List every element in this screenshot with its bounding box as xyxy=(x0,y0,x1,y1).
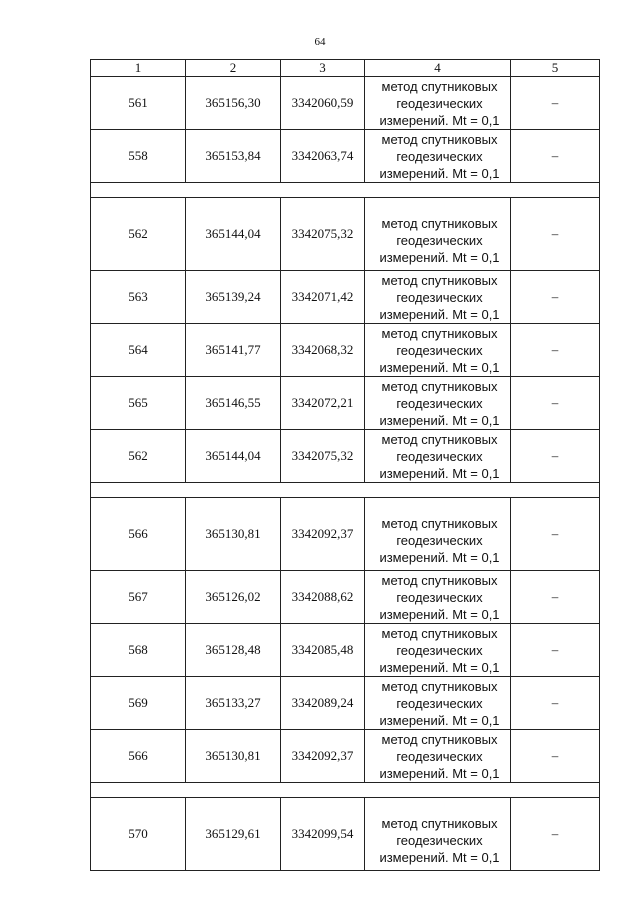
table-row xyxy=(91,624,600,677)
table-header-row xyxy=(91,60,600,77)
method-text-line: метод спутниковых xyxy=(381,78,498,94)
method-text-line: геодезических xyxy=(396,95,483,111)
separator-cell xyxy=(91,483,600,498)
method-text-line: метод спутниковых xyxy=(381,378,498,394)
method-cell xyxy=(365,624,511,677)
method-text-line: метод спутниковых xyxy=(381,516,498,531)
group-separator-row xyxy=(91,183,600,198)
method-cell xyxy=(365,798,511,871)
column-header: 5 xyxy=(511,60,600,77)
note-dash-cell: – xyxy=(511,677,600,730)
y-coordinate-cell: 3342075,32 xyxy=(281,198,365,271)
method-text-line: геодезических xyxy=(396,148,483,164)
method-text-line: измерений. Mt = 0,1 xyxy=(379,765,500,781)
y-coordinate-cell: 3342088,62 xyxy=(281,571,365,624)
point-id-cell: 562 xyxy=(91,430,186,483)
method-cell xyxy=(365,430,511,483)
method-text-line: геодезических xyxy=(396,695,483,711)
method-text-line: метод спутниковых xyxy=(381,272,498,288)
y-coordinate-cell: 3342068,32 xyxy=(281,324,365,377)
point-id-cell: 570 xyxy=(91,798,186,871)
method-text-line: измерений. Mt = 0,1 xyxy=(379,412,500,428)
note-dash-cell: – xyxy=(511,798,600,871)
table-row xyxy=(91,130,600,183)
method-text-line: измерений. Mt = 0,1 xyxy=(379,165,500,181)
method-cell xyxy=(365,77,511,130)
note-dash-cell: – xyxy=(511,730,600,783)
table-row xyxy=(91,498,600,571)
table-row xyxy=(91,430,600,483)
point-id-cell: 566 xyxy=(91,730,186,783)
method-text-line: геодезических xyxy=(396,589,483,605)
table-row xyxy=(91,198,600,271)
x-coordinate-cell: 365153,84 xyxy=(186,130,281,183)
y-coordinate-cell: 3342092,37 xyxy=(281,730,365,783)
y-coordinate-cell: 3342099,54 xyxy=(281,798,365,871)
method-text-line: геодезических xyxy=(396,342,483,358)
method-text-line: измерений. Mt = 0,1 xyxy=(379,112,500,128)
point-id-cell: 565 xyxy=(91,377,186,430)
group-separator-row xyxy=(91,783,600,798)
x-coordinate-cell: 365130,81 xyxy=(186,498,281,571)
point-id-cell: 558 xyxy=(91,130,186,183)
method-cell xyxy=(365,271,511,324)
x-coordinate-cell: 365130,81 xyxy=(186,730,281,783)
separator-cell xyxy=(91,783,600,798)
column-header: 3 xyxy=(281,60,365,77)
method-text-line: метод спутниковых xyxy=(381,216,498,231)
x-coordinate-cell: 365146,55 xyxy=(186,377,281,430)
method-text-line: измерений. Mt = 0,1 xyxy=(379,550,500,565)
coordinates-table xyxy=(90,59,600,871)
method-cell xyxy=(365,130,511,183)
method-text-line: измерений. Mt = 0,1 xyxy=(379,850,500,865)
x-coordinate-cell: 365141,77 xyxy=(186,324,281,377)
note-dash-cell: – xyxy=(511,198,600,271)
method-text-line: метод спутниковых xyxy=(381,678,498,694)
table-row xyxy=(91,324,600,377)
method-text-line: геодезических xyxy=(396,395,483,411)
method-text-line: геодезических xyxy=(396,642,483,658)
table-row xyxy=(91,730,600,783)
y-coordinate-cell: 3342085,48 xyxy=(281,624,365,677)
note-dash-cell: – xyxy=(511,498,600,571)
y-coordinate-cell: 3342075,32 xyxy=(281,430,365,483)
method-cell xyxy=(365,498,511,571)
note-dash-cell: – xyxy=(511,430,600,483)
x-coordinate-cell: 365139,24 xyxy=(186,271,281,324)
column-header: 1 xyxy=(91,60,186,77)
point-id-cell: 568 xyxy=(91,624,186,677)
x-coordinate-cell: 365128,48 xyxy=(186,624,281,677)
method-text-line: измерений. Mt = 0,1 xyxy=(379,659,500,675)
method-text-line: метод спутниковых xyxy=(381,625,498,641)
method-text-line: метод спутниковых xyxy=(381,731,498,747)
x-coordinate-cell: 365129,61 xyxy=(186,798,281,871)
note-dash-cell: – xyxy=(511,624,600,677)
method-cell xyxy=(365,677,511,730)
y-coordinate-cell: 3342060,59 xyxy=(281,77,365,130)
point-id-cell: 569 xyxy=(91,677,186,730)
point-id-cell: 564 xyxy=(91,324,186,377)
point-id-cell: 563 xyxy=(91,271,186,324)
group-separator-row xyxy=(91,483,600,498)
note-dash-cell: – xyxy=(511,377,600,430)
y-coordinate-cell: 3342071,42 xyxy=(281,271,365,324)
method-text-line: геодезических xyxy=(396,448,483,464)
method-text-line: метод спутниковых xyxy=(381,131,498,147)
note-dash-cell: – xyxy=(511,324,600,377)
point-id-cell: 562 xyxy=(91,198,186,271)
method-text-line: измерений. Mt = 0,1 xyxy=(379,465,500,481)
table-row xyxy=(91,798,600,871)
y-coordinate-cell: 3342092,37 xyxy=(281,498,365,571)
point-id-cell: 561 xyxy=(91,77,186,130)
point-id-cell: 566 xyxy=(91,498,186,571)
note-dash-cell: – xyxy=(511,271,600,324)
column-header: 4 xyxy=(365,60,511,77)
method-text-line: метод спутниковых xyxy=(381,572,498,588)
table-row xyxy=(91,377,600,430)
method-text-line: измерений. Mt = 0,1 xyxy=(379,606,500,622)
table-row xyxy=(91,77,600,130)
y-coordinate-cell: 3342072,21 xyxy=(281,377,365,430)
table-body xyxy=(91,77,600,871)
method-cell xyxy=(365,377,511,430)
method-text-line: измерений. Mt = 0,1 xyxy=(379,306,500,322)
method-text-line: метод спутниковых xyxy=(381,431,498,447)
y-coordinate-cell: 3342089,24 xyxy=(281,677,365,730)
note-dash-cell: – xyxy=(511,571,600,624)
method-cell xyxy=(365,324,511,377)
x-coordinate-cell: 365156,30 xyxy=(186,77,281,130)
method-text-line: геодезических xyxy=(396,833,483,848)
method-text-line: геодезических xyxy=(396,233,483,248)
page-number: 64 xyxy=(314,36,326,48)
y-coordinate-cell: 3342063,74 xyxy=(281,130,365,183)
column-header: 2 xyxy=(186,60,281,77)
point-id-cell: 567 xyxy=(91,571,186,624)
method-text-line: метод спутниковых xyxy=(381,325,498,341)
method-text-line: геодезических xyxy=(396,748,483,764)
method-text-line: измерений. Mt = 0,1 xyxy=(379,250,500,265)
note-dash-cell: – xyxy=(511,130,600,183)
table-row xyxy=(91,271,600,324)
method-cell xyxy=(365,198,511,271)
method-text-line: метод спутниковых xyxy=(381,816,498,831)
x-coordinate-cell: 365144,04 xyxy=(186,198,281,271)
x-coordinate-cell: 365133,27 xyxy=(186,677,281,730)
method-cell xyxy=(365,730,511,783)
table-row xyxy=(91,571,600,624)
note-dash-cell: – xyxy=(511,77,600,130)
x-coordinate-cell: 365126,02 xyxy=(186,571,281,624)
table-row xyxy=(91,677,600,730)
method-cell xyxy=(365,571,511,624)
method-text-line: геодезических xyxy=(396,533,483,548)
method-text-line: измерений. Mt = 0,1 xyxy=(379,712,500,728)
method-text-line: измерений. Mt = 0,1 xyxy=(379,359,500,375)
separator-cell xyxy=(91,183,600,198)
x-coordinate-cell: 365144,04 xyxy=(186,430,281,483)
method-text-line: геодезических xyxy=(396,289,483,305)
